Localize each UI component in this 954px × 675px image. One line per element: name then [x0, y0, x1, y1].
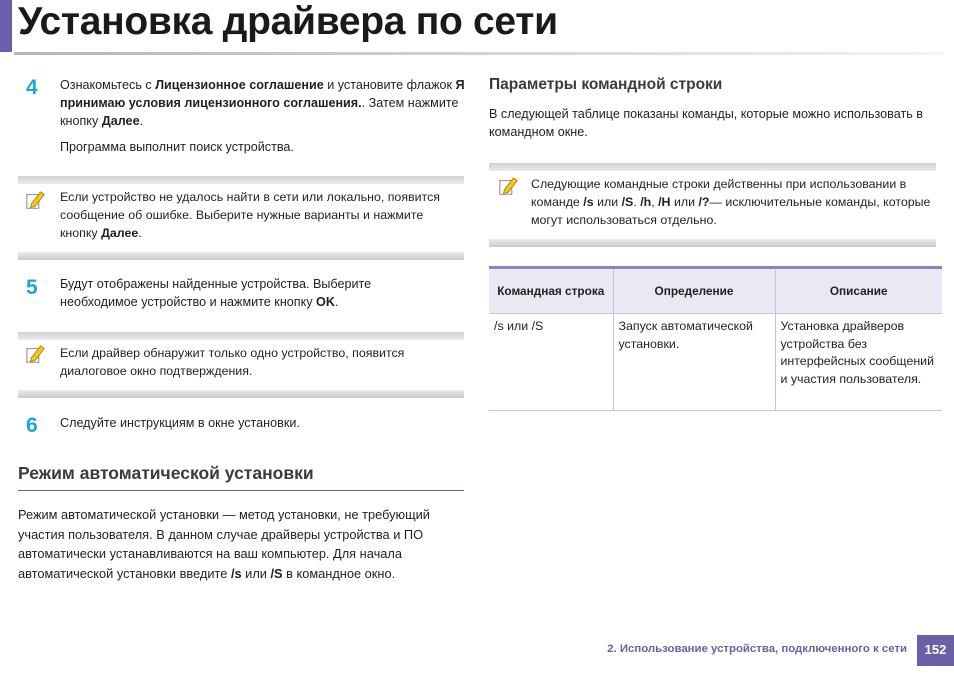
note-pencil-icon	[498, 176, 520, 198]
step-number-6: 6	[26, 414, 38, 437]
silent-s-lower-term: /s	[230, 565, 242, 581]
step-5-text-a: Будут отображены найденные устройства. Выберите необходимое устройство и нажмите кнопку	[60, 277, 372, 309]
table-cell-command: /s или /S	[489, 314, 613, 411]
step-4-text-e: . Затем нажмите кнопку	[60, 96, 459, 128]
license-agreement-term: Лицензионное соглашение	[155, 78, 324, 92]
step-number-4: 4	[26, 76, 38, 99]
note-1-text-c: .	[138, 226, 142, 240]
note-top-bar	[489, 163, 936, 171]
note-3-text-e: .	[633, 195, 641, 209]
silent-text-c: или	[241, 565, 271, 581]
note-3-h-upper: /H	[658, 195, 671, 209]
note-3-text	[531, 175, 936, 229]
step-6-text: Следуйте инструкциям в окне установки.	[60, 416, 300, 430]
table-row	[489, 314, 942, 411]
note-1-text-a: Если устройство не удалось найти в сети или локально, появится сообщение об ошибке. Выберите нужные варианты и нажмите кнопку	[60, 190, 440, 240]
note-3-text-i: или	[670, 195, 699, 209]
note-3-s-upper: /S	[621, 195, 634, 209]
note-1-text	[60, 188, 462, 242]
step-4-text-a: Ознакомьтесь с	[60, 78, 156, 92]
silent-text-a: Режим автоматической установки — метод установки, не требующий участия пользователя. В данном случае драйверы устройства и ПО автоматически устанавливаются на ваш компьютер. Для начала автоматической установки введите	[18, 507, 430, 581]
next-button-term: Далее	[101, 114, 140, 128]
note-top-bar	[18, 176, 464, 184]
title-divider	[14, 52, 944, 55]
note-3-text-a: Следующие командные строки действенны при использовании в команде	[531, 177, 907, 209]
silent-install-divider	[18, 490, 464, 491]
note-3-text-k: — исключительные команды, которые могут использоваться отдельно.	[531, 195, 931, 227]
page-number-badge: 152	[917, 635, 954, 666]
note-1-next-term: Далее	[101, 226, 139, 240]
note-pencil-icon	[25, 344, 47, 366]
table-header-row	[489, 268, 942, 314]
note-single-device	[18, 332, 464, 398]
note-command-lines	[489, 163, 936, 247]
note-2-text: Если драйвер обнаружит только одно устройство, появится диалоговое окно подтверждения.	[60, 346, 405, 378]
params-intro-text: В следующей таблице показаны команды, которые можно использовать в командном окне.	[489, 107, 923, 139]
column-header-definition: Определение	[613, 268, 775, 314]
ok-button-term: OK	[316, 295, 335, 309]
step-4-text-c: и установите флажок	[323, 78, 456, 92]
silent-install-heading: Режим автоматической установки	[18, 463, 314, 483]
silent-s-upper-term: /S	[270, 565, 283, 581]
command-line-table	[489, 266, 942, 411]
step-4-text-g: .	[139, 114, 144, 128]
note-bottom-bar	[18, 252, 464, 260]
note-3-s-lower: /s	[583, 195, 594, 209]
silent-install-text	[18, 505, 464, 583]
note-3-question: /?	[698, 195, 710, 209]
note-device-not-found	[18, 176, 464, 260]
title-accent-bar	[0, 0, 12, 52]
footer-chapter-link[interactable]: 2. Использование устройства, подключенного к сети	[607, 643, 907, 655]
column-header-command: Командная строка	[489, 268, 613, 314]
note-bottom-bar	[18, 390, 464, 398]
note-3-text-c: или	[593, 195, 622, 209]
table-cell-description: Установка драйверов устройства без интерфейсных сообщений и участия пользователя.	[775, 314, 942, 411]
step-number-5: 5	[26, 276, 38, 299]
note-3-text-g: ,	[651, 195, 659, 209]
accept-terms-term: Я принимаю условия лицензионного соглашения.	[60, 78, 465, 110]
command-line-params-heading: Параметры командной строки	[489, 76, 723, 93]
silent-text-e: в командное окно.	[282, 565, 396, 581]
note-bottom-bar	[489, 239, 936, 247]
note-pencil-icon	[25, 190, 47, 212]
step-5-text	[60, 275, 445, 311]
note-3-h-lower: /h	[640, 195, 652, 209]
note-top-bar	[18, 332, 464, 340]
step-4-text	[60, 76, 465, 130]
step-5-text-c: .	[334, 295, 339, 309]
column-header-description: Описание	[775, 268, 942, 314]
page-title: Установка драйвера по сети	[18, 0, 558, 43]
step-4-search-text: Программа выполнит поиск устройства.	[60, 140, 294, 154]
table-cell-definition: Запуск автоматической установки.	[613, 314, 775, 411]
